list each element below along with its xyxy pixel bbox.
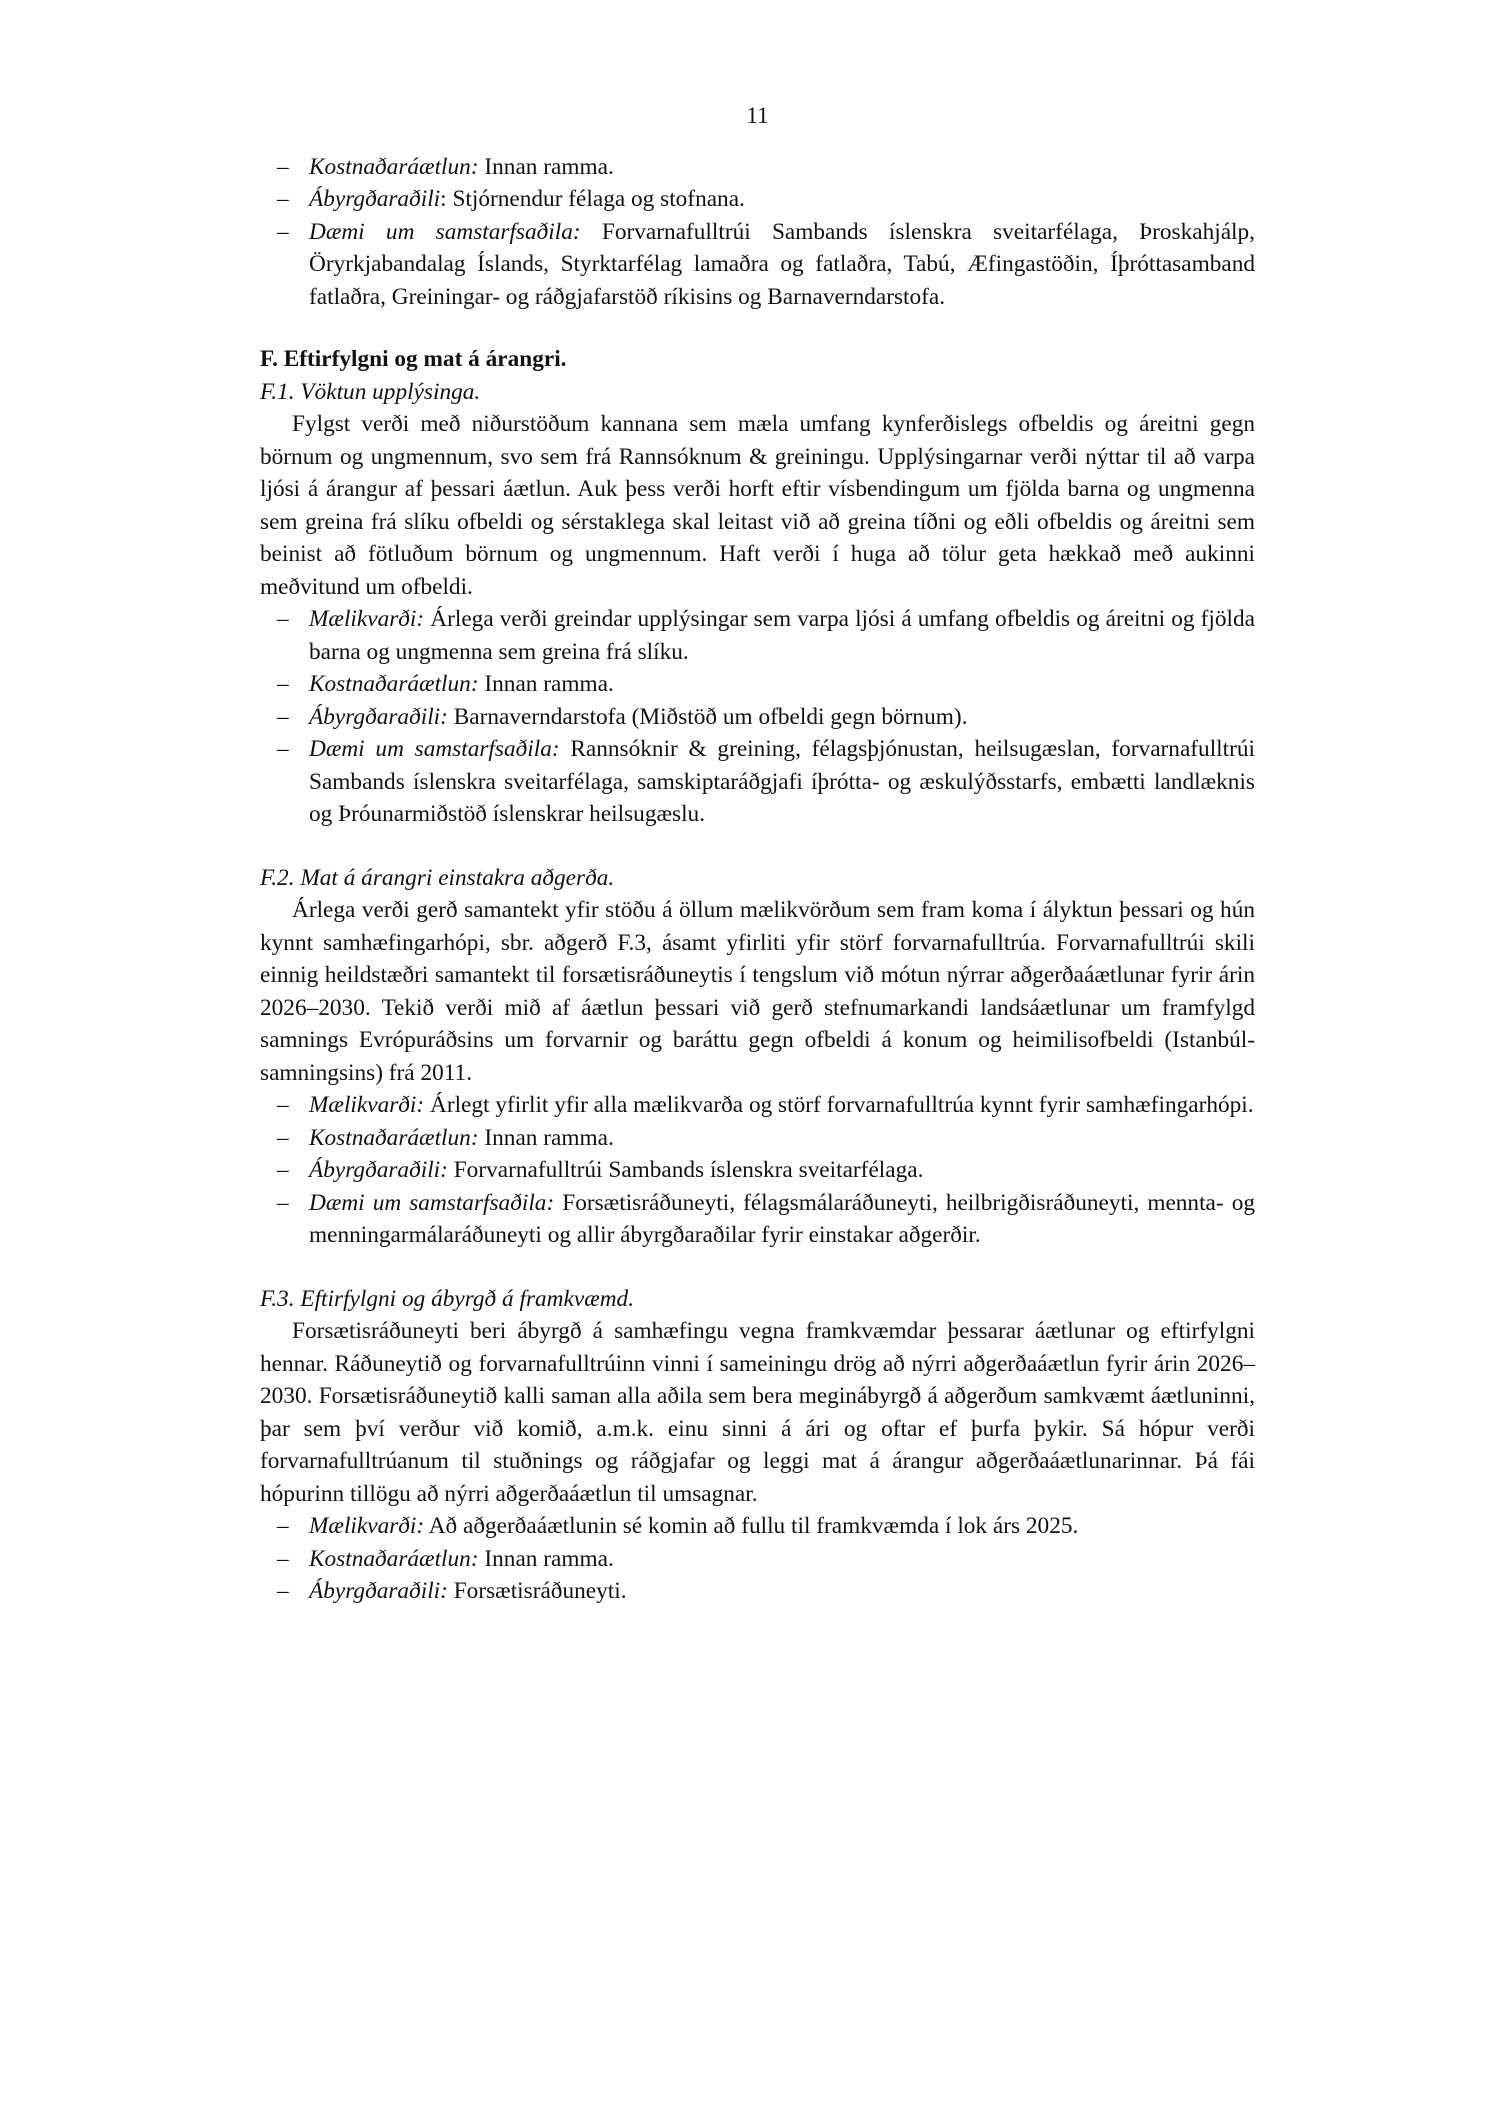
item-term: Kostnaðaráætlun: <box>309 1545 479 1572</box>
item-term: Dæmi um samstarfsaðila: <box>309 218 581 245</box>
page-number: 11 <box>746 103 769 128</box>
item-term: Ábyrgðaraðili: <box>309 1157 448 1183</box>
top-list <box>260 151 1255 314</box>
list-item <box>260 668 1255 701</box>
f3-list <box>260 1510 1255 1608</box>
item-text: Rannsóknir & greining, félagsþjónustan, heilsugæslan, forvarnafulltrúi Sambands íslenskra sveitarfélaga, samskiptaráðgjafi íþrótta- og æskulýðsstarfs, embætti landlæknis og Þróunarmiðstöð íslenskrar heilsugæslu. <box>309 736 1255 827</box>
item-text: Innan ramma. <box>478 153 614 180</box>
item-term: Kostnaðaráætlun: <box>309 153 479 180</box>
item-text: Árlegt yfirlit yfir alla mælikvarða og störf forvarnafulltrúa kynnt fyrir samhæfingarhópi. <box>424 1092 1254 1118</box>
dash-marker: – <box>277 1545 289 1572</box>
subsection-heading: F.1. Vöktun upplýsinga. <box>260 378 481 405</box>
dash-marker: – <box>277 736 289 762</box>
list-item <box>260 183 1255 216</box>
dash-marker: – <box>277 1578 289 1604</box>
item-text: Forvarnafulltrúi Sambands íslenskra sveitarfélaga. <box>447 1157 924 1183</box>
list-item <box>260 733 1255 831</box>
section-heading: F. Eftirfylgni og mat á árangri. <box>260 346 567 372</box>
item-text: Innan ramma. <box>478 671 614 697</box>
dash-marker: – <box>277 1513 289 1539</box>
list-item <box>260 1575 1255 1608</box>
item-term: Mælikvarði: <box>309 1092 425 1118</box>
subsection-heading: F.2. Mat á árangri einstakra aðgerða. <box>260 864 615 891</box>
item-term: Dæmi um samstarfsaðila: <box>309 736 560 762</box>
list-item <box>260 1122 1255 1155</box>
list-item <box>260 1187 1255 1252</box>
dash-marker: – <box>277 153 289 180</box>
dash-marker: – <box>277 1189 289 1216</box>
item-term: Kostnaðaráætlun: <box>309 1124 479 1151</box>
list-item <box>260 701 1255 734</box>
dash-marker: – <box>277 1157 289 1183</box>
item-text: Innan ramma. <box>478 1545 614 1572</box>
item-text: Innan ramma. <box>478 1124 614 1151</box>
item-text: Árlega verði greindar upplýsingar sem varpa ljósi á umfang ofbeldis og áreitni og fjölda barna og ungmenna sem greina frá slíku. <box>309 606 1255 665</box>
list-item <box>260 1089 1255 1122</box>
item-term: Mælikvarði: <box>309 606 425 632</box>
dash-marker: – <box>277 703 289 730</box>
item-text: Að aðgerðaáætlunin sé komin að fullu til framkvæmda í lok árs 2025. <box>424 1513 1079 1539</box>
subsection-heading: F.3. Eftirfylgni og ábyrgð á framkvæmd. <box>260 1285 635 1312</box>
dash-marker: – <box>277 1092 289 1118</box>
f2-list <box>260 1089 1255 1252</box>
item-text: Forsætisráðuneyti, félagsmálaráðuneyti, heilbrigðisráðuneyti, mennta- og menningarmálaráðuneyti og allir ábyrgðaraðilar fyrir einstakar aðgerðir. <box>309 1189 1255 1248</box>
document-page <box>260 100 1255 1608</box>
dash-marker: – <box>277 671 289 697</box>
body-paragraph: Forsætisráðuneyti beri ábyrgð á samhæfingu vegna framkvæmdar þessarar áætlunar og eftirfylgni hennar. Ráðuneytið og forvarnafulltrúinn vinni í sameiningu drög að nýrri aðgerðaáætlun fyrir árin 2026–2030. Forsætisráðuneytið kalli saman alla aðila sem bera meginábyrgð á aðgerðum samkvæmt áætluninni, þar sem því verður við komið, a.m.k. einu sinni á ári og oftar ef þurfa þykir. Sá hópur verði forvarnafulltrúanum til stuðnings og ráðgjafar og leggi mat á árangur aðgerðaáætlunarinnar. Þá fái hópurinn tillögu að nýrri aðgerðaáætlun til umsagnar. <box>260 1318 1255 1507</box>
list-item <box>260 603 1255 668</box>
item-term: Dæmi um samstarfsaðila: <box>309 1189 555 1216</box>
item-text: Forsætisráðuneyti. <box>447 1578 627 1604</box>
item-term: Ábyrgðaraðili <box>309 186 441 212</box>
dash-marker: – <box>277 606 289 632</box>
list-item <box>260 1510 1255 1543</box>
list-item <box>260 216 1255 314</box>
list-item <box>260 151 1255 184</box>
f1-list <box>260 603 1255 831</box>
item-term: Kostnaðaráætlun: <box>309 671 479 697</box>
item-term: Mælikvarði: <box>309 1513 425 1539</box>
list-item <box>260 1154 1255 1187</box>
item-text: Forvarnafulltrúi Sambands íslenskra sveitarfélaga, Þroskahjálp, Öryrkjabandalag Íslands, Styrktarfélag lamaðra og fatlaðra, Tabú, Æfingastöðin, Íþróttasamband fatlaðra, Greiningar- og ráðgjafarstöð ríkisins og Barnaverndarstofa. <box>309 218 1255 310</box>
item-text: : Stjórnendur félaga og stofnana. <box>440 186 745 212</box>
dash-marker: – <box>277 218 289 245</box>
dash-marker: – <box>277 1124 289 1151</box>
body-paragraph: Fylgst verði með niðurstöðum kannana sem mæla umfang kynferðislegs ofbeldis og áreitni gegn börnum og ungmennum, svo sem frá Rannsóknum & greiningu. Upplýsingarnar verði nýttar til að varpa ljósi á árangur af þessari áætlun. Auk þess verði horft eftir vísbendingum um fjölda barna og ungmenna sem greina frá slíku ofbeldi og sérstaklega skal leitast við að greina tíðni og eðli ofbeldis og áreitni sem beinist að fötluðum börnum og ungmennum. Haft verði í huga að tölur geta hækkað með aukinni meðvitund um ofbeldi. <box>260 411 1255 600</box>
dash-marker: – <box>277 186 289 212</box>
list-item <box>260 1543 1255 1576</box>
body-paragraph: Árlega verði gerð samantekt yfir stöðu á öllum mælikvörðum sem fram koma í ályktun þessari og hún kynnt samhæfingarhópi, sbr. aðgerð F.3, ásamt yfirliti yfir störf forvarnafulltrúa. Forvarnafulltrúi skili einnig heildstæðri samantekt til forsætisráðuneytis í tengslum við mótun nýrrar aðgerðaáætlunar fyrir árin 2026–2030. Tekið verði mið af áætlun þessari við gerð stefnumarkandi landsáætlunar um framfylgd samnings Evrópuráðsins um forvarnir og baráttu gegn ofbeldi á konum og heimilisofbeldi (Istanbúl-samningsins) frá 2011. <box>260 897 1255 1086</box>
item-term: Ábyrgðaraðili: <box>309 1578 448 1604</box>
item-text: Barnaverndarstofa (Miðstöð um ofbeldi gegn börnum). <box>447 703 968 730</box>
item-term: Ábyrgðaraðili: <box>309 703 448 730</box>
